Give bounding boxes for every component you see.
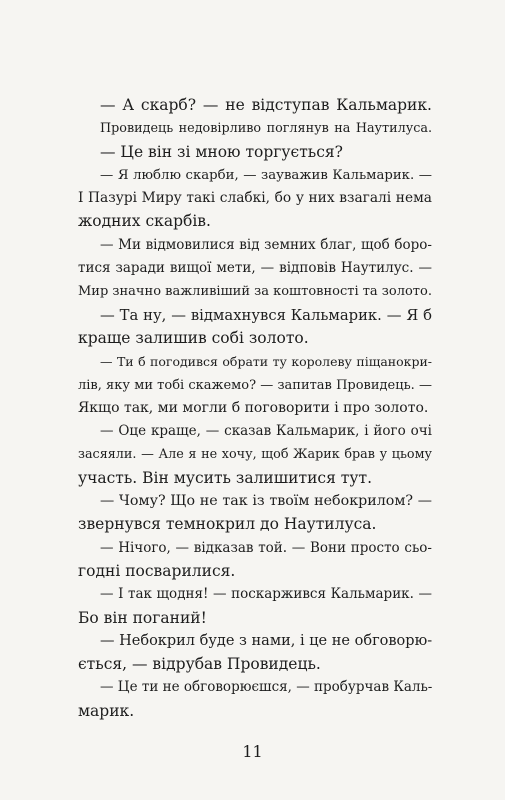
text-line: тися заради вищої мети, — відповів Наутилус. — bbox=[78, 260, 432, 277]
text-line: — Ти б погодився обрати ту королеву піщанокри- bbox=[100, 354, 432, 370]
text-line: — Це він зі мною торгується? bbox=[100, 142, 343, 161]
text-line: марик. bbox=[78, 701, 135, 720]
text-line: — Ми відмовилися від земних благ, щоб боро- bbox=[100, 236, 432, 253]
text-line: — А скарб? — не відступав Кальмарик. bbox=[100, 96, 432, 114]
text-line: ється, — відрубав Провидець. bbox=[78, 655, 321, 674]
body-text bbox=[78, 94, 432, 723]
text-line: Якщо так, ми могли б поговорити і про золото. bbox=[78, 399, 429, 416]
text-line: Провидець недовірливо поглянув на Наутилуса. bbox=[100, 121, 432, 137]
text-line: годні посварилися. bbox=[78, 561, 236, 580]
text-line: — Та ну, — відмахнувся Кальмарик. — Я б bbox=[100, 306, 432, 324]
text-line: І Пазурі Миру такі слабкі, бо у них взагалі нема bbox=[78, 190, 432, 207]
text-line: засяяли. — Але я не хочу, щоб Жарик брав у цьому bbox=[78, 447, 432, 463]
text-line: жодних скарбів. bbox=[78, 212, 211, 231]
page-number: 11 bbox=[242, 742, 263, 761]
text-line: — Нічого, — відказав той. — Вони просто сьо- bbox=[100, 539, 432, 556]
text-line: Мир значно важливіший за коштовності та золото. bbox=[78, 284, 432, 300]
text-line: — Оце краще, — сказав Кальмарик, і його очі bbox=[100, 423, 432, 440]
text-line: краще залишив собі золото. bbox=[78, 328, 309, 347]
text-line: Бо він поганий! bbox=[78, 608, 207, 627]
text-line: — Це ти не обговорюєшся, — пробурчав Каль- bbox=[100, 679, 433, 696]
text-line: — І так щодня! — поскаржився Кальмарик. — bbox=[100, 586, 432, 603]
text-line: — Я люблю скарби, — зауважив Кальмарик. — bbox=[100, 167, 432, 183]
text-line: — Чому? Що не так із твоїм небокрилом? — bbox=[100, 493, 432, 510]
text-line: лів, яку ми тобі скажемо? — запитав Провидець. — bbox=[78, 377, 432, 393]
text-line: звернувся темнокрил до Наутилуса. bbox=[78, 515, 377, 534]
text-line: — Небокрил буде з нами, і це не обговорю- bbox=[100, 632, 433, 649]
text-line: участь. Він мусить залишитися тут. bbox=[78, 468, 372, 487]
